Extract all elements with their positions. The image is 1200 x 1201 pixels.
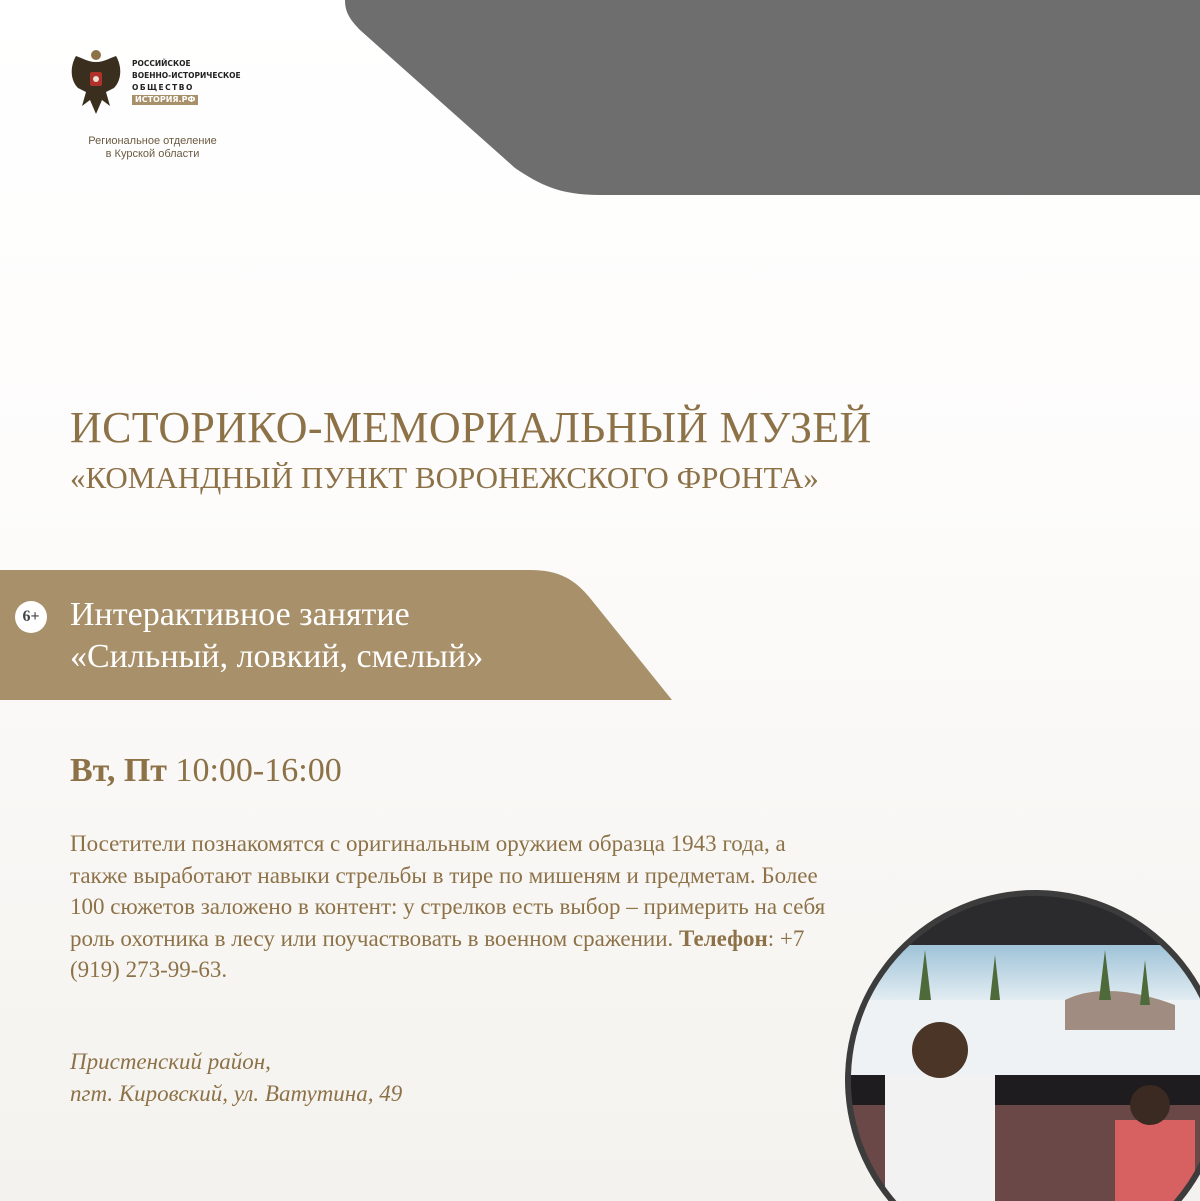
page-title: ИСТОРИКО-МЕМОРИАЛЬНЫЙ МУЗЕЙ: [70, 403, 872, 452]
address-line: пгт. Кировский, ул. Ватутина, 49: [70, 1080, 403, 1106]
region-line: Региональное отделение: [88, 135, 217, 147]
shooting-range-photo: [845, 890, 1200, 1201]
org-line: РОССИЙСКОЕ: [132, 59, 191, 68]
region-line: в Курской области: [105, 148, 200, 160]
org-line: ВОЕННО-ИСТОРИЧЕСКОЕ: [132, 71, 241, 80]
double-headed-eagle-logo: [68, 48, 124, 118]
age-rating-badge: 6+: [15, 601, 47, 633]
description-text: Посетители познакомятся с оригинальным оружием образца 1943 года, а также выработают навыки стрельбы в тире по мишеням и предметам. Более 100 сюжетов заложено в контент: у стрелков есть выбор – примерить на себя роль охотника в лесу или поучаствовать в военном сражении.: [70, 831, 826, 951]
event-type: Интерактивное занятие: [70, 596, 410, 633]
schedule-time: 10:00-16:00: [175, 752, 342, 789]
address: [70, 1046, 402, 1109]
page-subtitle: «КОМАНДНЫЙ ПУНКТ ВОРОНЕЖСКОГО ФРОНТА»: [70, 460, 819, 495]
schedule-days: Вт, Пт: [70, 752, 167, 789]
event-name: «Сильный, ловкий, смелый»: [70, 638, 484, 675]
site-badge: ИСТОРИЯ.РФ: [132, 95, 198, 105]
region-caption: [70, 135, 235, 161]
address-line: Пристенский район,: [70, 1049, 271, 1074]
description: [70, 828, 830, 986]
schedule: [70, 752, 342, 790]
phone-number: : +7 (919) 273-99-63.: [70, 925, 805, 982]
phone-label: Телефон: [679, 925, 768, 951]
org-name: [132, 58, 241, 106]
org-line: ОБЩЕСТВО: [132, 83, 194, 92]
